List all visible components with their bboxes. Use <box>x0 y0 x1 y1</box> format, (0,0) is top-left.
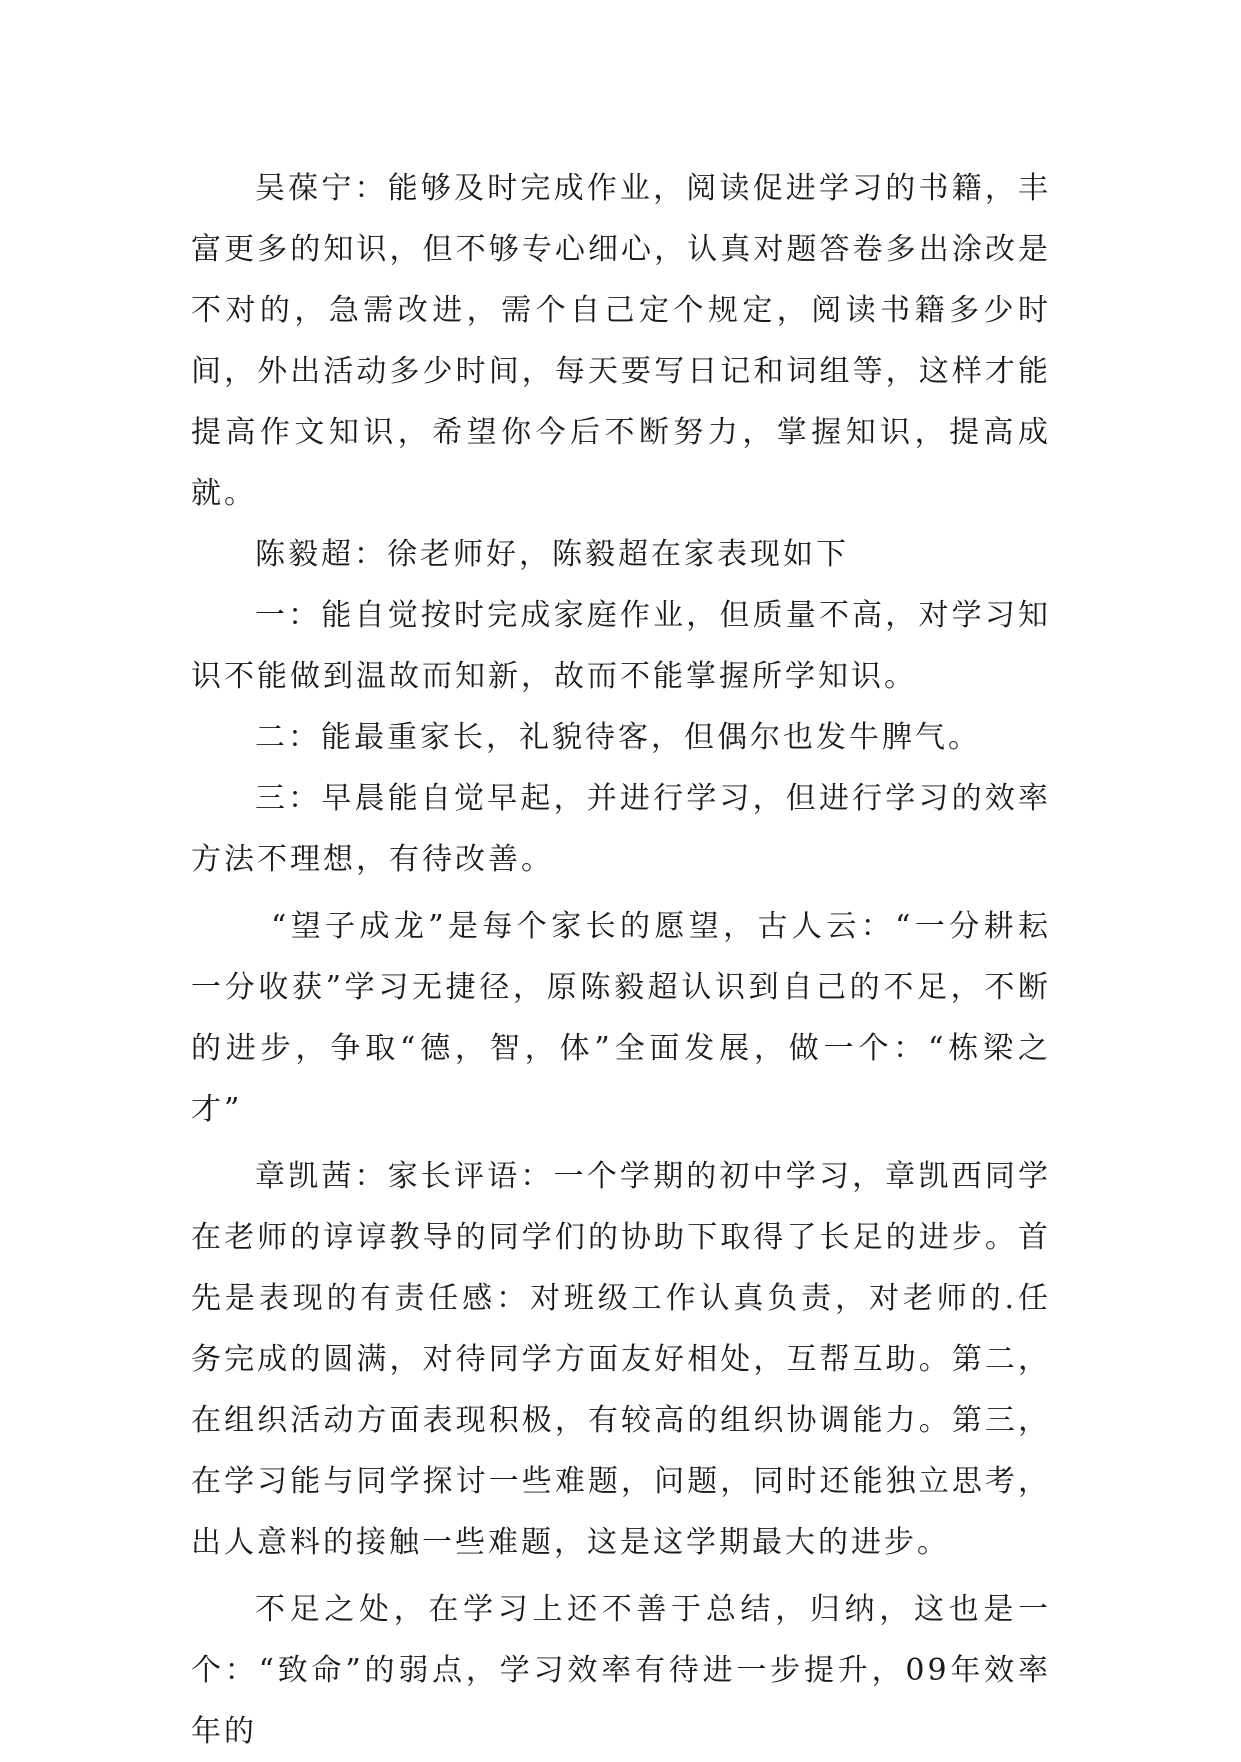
paragraph-item-two: 二：能最重家长，礼貌待客，但偶尔也发牛脾气。 <box>255 720 981 755</box>
paragraph-wu-baoning: 吴葆宁：能够及时完成作业，阅读促进学习的书籍，丰富更多的知识，但不够专心细心，认真对题答卷多出涂改是不对的，急需改进，需个自己定个规定，阅读书籍多少时间，外出活动多少时间，每天要写日记和词组等，这样才能提高作文知识，希望你今后不断努力，掌握知识，提高成就。 <box>191 171 1051 511</box>
paragraph-item-three: 三：早晨能自觉早起，并进行学习，但进行学习的效率方法不理想，有待改善。 <box>191 781 1051 877</box>
paragraph-chen-yichao-intro: 陈毅超：徐老师好，陈毅超在家表现如下 <box>255 537 849 572</box>
paragraph-shortcomings: 不足之处，在学习上还不善于总结，归纳，这也是一个：“致命”的弱点，学习效率有待进一步提升，09年效率年的 <box>191 1592 1051 1749</box>
paragraph-parent-hope: “望子成龙”是每个家长的愿望，古人云：“一分耕耘一分收获”学习无捷径，原陈毅超认识到自己的不足，不断的进步，争取“德，智，体”全面发展，做一个：“栋梁之才” <box>191 909 1051 1127</box>
paragraph-zhang-kaiqian: 章凯茜：家长评语：一个学期的初中学习，章凯西同学在老师的谆谆教导的同学们的协助下取得了长足的进步。首先是表现的有责任感：对班级工作认真负责，对老师的.任务完成的圆满，对待同学方面友好相处，互帮互助。第二，在组织活动方面表现积极，有较高的组织协调能力。第三，在学习能与同学探讨一些难题，问题，同时还能独立思考，出人意料的接触一些难题，这是这学期最大的进步。 <box>191 1159 1051 1560</box>
paragraph-item-one: 一：能自觉按时完成家庭作业，但质量不高，对学习知识不能做到温故而知新，故而不能掌握所学知识。 <box>191 598 1051 694</box>
document-body <box>191 158 1051 1762</box>
